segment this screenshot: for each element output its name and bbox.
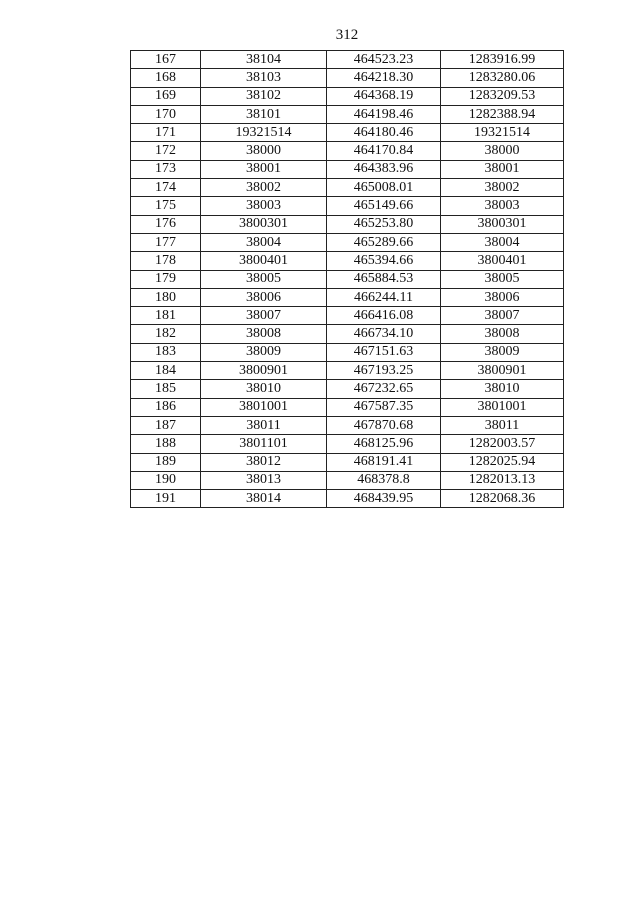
coordinate-table xyxy=(130,50,564,508)
table-row xyxy=(131,343,564,361)
x-coordinate-cell: 465008.01 xyxy=(327,179,441,197)
table-row xyxy=(131,197,564,215)
y-value-cell: 3801001 xyxy=(441,398,564,416)
y-value-cell: 3800401 xyxy=(441,252,564,270)
table-row xyxy=(131,142,564,160)
point-number-cell: 167 xyxy=(131,51,201,69)
table-row xyxy=(131,69,564,87)
code-cell: 3801101 xyxy=(201,435,327,453)
code-cell: 38103 xyxy=(201,69,327,87)
code-cell: 38010 xyxy=(201,380,327,398)
code-cell: 38009 xyxy=(201,343,327,361)
x-coordinate-cell: 465253.80 xyxy=(327,215,441,233)
table-row xyxy=(131,215,564,233)
table-row xyxy=(131,471,564,489)
y-value-cell: 1282025.94 xyxy=(441,453,564,471)
y-value-cell: 1282388.94 xyxy=(441,105,564,123)
x-coordinate-cell: 467151.63 xyxy=(327,343,441,361)
code-cell: 38006 xyxy=(201,288,327,306)
point-number-cell: 182 xyxy=(131,325,201,343)
x-coordinate-cell: 464383.96 xyxy=(327,160,441,178)
code-cell: 19321514 xyxy=(201,124,327,142)
point-number-cell: 169 xyxy=(131,87,201,105)
point-number-cell: 181 xyxy=(131,307,201,325)
code-cell: 38104 xyxy=(201,51,327,69)
code-cell: 3800901 xyxy=(201,362,327,380)
point-number-cell: 190 xyxy=(131,471,201,489)
code-cell: 38001 xyxy=(201,160,327,178)
table-row xyxy=(131,398,564,416)
y-value-cell: 3800901 xyxy=(441,362,564,380)
point-number-cell: 172 xyxy=(131,142,201,160)
point-number-cell: 186 xyxy=(131,398,201,416)
point-number-cell: 170 xyxy=(131,105,201,123)
point-number-cell: 174 xyxy=(131,179,201,197)
table-row xyxy=(131,270,564,288)
y-value-cell: 1282013.13 xyxy=(441,471,564,489)
table-row xyxy=(131,87,564,105)
x-coordinate-cell: 466734.10 xyxy=(327,325,441,343)
point-number-cell: 184 xyxy=(131,362,201,380)
table-row xyxy=(131,233,564,251)
y-value-cell: 38007 xyxy=(441,307,564,325)
y-value-cell: 1283280.06 xyxy=(441,69,564,87)
x-coordinate-cell: 467587.35 xyxy=(327,398,441,416)
x-coordinate-cell: 467193.25 xyxy=(327,362,441,380)
x-coordinate-cell: 464198.46 xyxy=(327,105,441,123)
point-number-cell: 189 xyxy=(131,453,201,471)
point-number-cell: 191 xyxy=(131,490,201,508)
point-number-cell: 177 xyxy=(131,233,201,251)
table-row xyxy=(131,105,564,123)
table-row xyxy=(131,307,564,325)
code-cell: 3800301 xyxy=(201,215,327,233)
y-value-cell: 38011 xyxy=(441,416,564,434)
point-number-cell: 168 xyxy=(131,69,201,87)
y-value-cell: 38004 xyxy=(441,233,564,251)
y-value-cell: 1282068.36 xyxy=(441,490,564,508)
x-coordinate-cell: 464368.19 xyxy=(327,87,441,105)
x-coordinate-cell: 468125.96 xyxy=(327,435,441,453)
point-number-cell: 179 xyxy=(131,270,201,288)
point-number-cell: 187 xyxy=(131,416,201,434)
code-cell: 38008 xyxy=(201,325,327,343)
x-coordinate-cell: 467870.68 xyxy=(327,416,441,434)
y-value-cell: 38005 xyxy=(441,270,564,288)
table-row xyxy=(131,160,564,178)
point-number-cell: 180 xyxy=(131,288,201,306)
y-value-cell: 38006 xyxy=(441,288,564,306)
point-number-cell: 178 xyxy=(131,252,201,270)
code-cell: 38007 xyxy=(201,307,327,325)
point-number-cell: 188 xyxy=(131,435,201,453)
y-value-cell: 38008 xyxy=(441,325,564,343)
x-coordinate-cell: 466244.11 xyxy=(327,288,441,306)
y-value-cell: 38000 xyxy=(441,142,564,160)
y-value-cell: 1283209.53 xyxy=(441,87,564,105)
point-number-cell: 175 xyxy=(131,197,201,215)
code-cell: 38005 xyxy=(201,270,327,288)
x-coordinate-cell: 465884.53 xyxy=(327,270,441,288)
table-row xyxy=(131,325,564,343)
x-coordinate-cell: 468439.95 xyxy=(327,490,441,508)
x-coordinate-cell: 464218.30 xyxy=(327,69,441,87)
x-coordinate-cell: 466416.08 xyxy=(327,307,441,325)
y-value-cell: 3800301 xyxy=(441,215,564,233)
y-value-cell: 38001 xyxy=(441,160,564,178)
x-coordinate-cell: 465149.66 xyxy=(327,197,441,215)
table-row xyxy=(131,252,564,270)
table-row xyxy=(131,51,564,69)
code-cell: 38003 xyxy=(201,197,327,215)
table-row xyxy=(131,179,564,197)
x-coordinate-cell: 468191.41 xyxy=(327,453,441,471)
point-number-cell: 171 xyxy=(131,124,201,142)
code-cell: 3801001 xyxy=(201,398,327,416)
x-coordinate-cell: 467232.65 xyxy=(327,380,441,398)
code-cell: 38013 xyxy=(201,471,327,489)
table-row xyxy=(131,453,564,471)
table-row xyxy=(131,124,564,142)
code-cell: 38012 xyxy=(201,453,327,471)
code-cell: 38014 xyxy=(201,490,327,508)
table-body xyxy=(131,51,564,508)
y-value-cell: 38003 xyxy=(441,197,564,215)
page-number: 312 xyxy=(335,27,359,43)
code-cell: 38004 xyxy=(201,233,327,251)
y-value-cell: 38009 xyxy=(441,343,564,361)
point-number-cell: 176 xyxy=(131,215,201,233)
code-cell: 38002 xyxy=(201,179,327,197)
y-value-cell: 19321514 xyxy=(441,124,564,142)
y-value-cell: 1283916.99 xyxy=(441,51,564,69)
x-coordinate-cell: 465289.66 xyxy=(327,233,441,251)
x-coordinate-cell: 464170.84 xyxy=(327,142,441,160)
table-row xyxy=(131,380,564,398)
table-row xyxy=(131,490,564,508)
point-number-cell: 183 xyxy=(131,343,201,361)
code-cell: 38000 xyxy=(201,142,327,160)
y-value-cell: 38010 xyxy=(441,380,564,398)
y-value-cell: 38002 xyxy=(441,179,564,197)
code-cell: 38011 xyxy=(201,416,327,434)
table-row xyxy=(131,362,564,380)
x-coordinate-cell: 468378.8 xyxy=(327,471,441,489)
point-number-cell: 173 xyxy=(131,160,201,178)
x-coordinate-cell: 465394.66 xyxy=(327,252,441,270)
point-number-cell: 185 xyxy=(131,380,201,398)
code-cell: 3800401 xyxy=(201,252,327,270)
table-row xyxy=(131,435,564,453)
x-coordinate-cell: 464523.23 xyxy=(327,51,441,69)
table-row xyxy=(131,288,564,306)
code-cell: 38101 xyxy=(201,105,327,123)
x-coordinate-cell: 464180.46 xyxy=(327,124,441,142)
table-row xyxy=(131,416,564,434)
code-cell: 38102 xyxy=(201,87,327,105)
y-value-cell: 1282003.57 xyxy=(441,435,564,453)
